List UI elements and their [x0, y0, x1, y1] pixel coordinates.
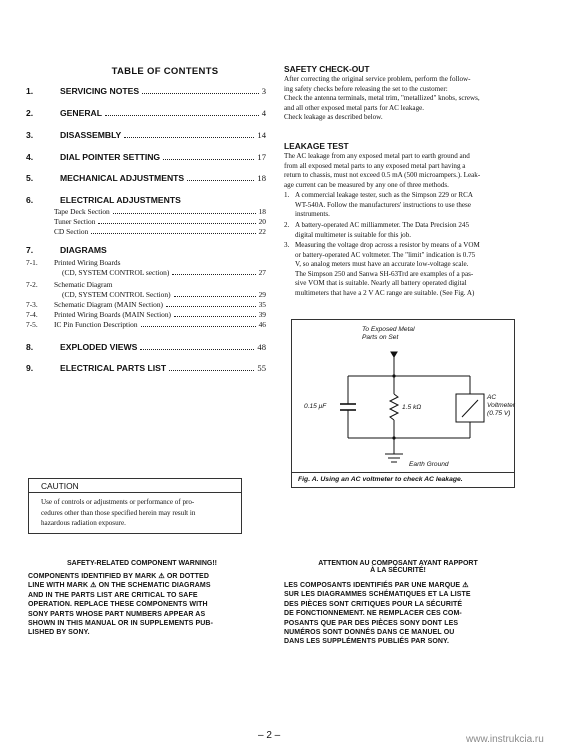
warning-en-title: SAFETY-RELATED COMPONENT WARNING!!: [67, 560, 217, 567]
warning-title-line: ATTENTION AU COMPOSANT AYANT RAPPORT: [318, 560, 478, 567]
toc-num: 2.: [26, 108, 34, 118]
list-marker: 1.: [284, 191, 290, 199]
para-line: After correcting the original service problem, perform the follow-: [284, 75, 471, 83]
caution-box: [28, 478, 242, 534]
warning-title-line: À LA SÉCURITÉ!: [370, 567, 426, 574]
toc-page: 46: [258, 320, 266, 329]
para-line: Check the antenna terminals, metal trim, "metallized" knobs, screws,: [284, 94, 480, 103]
toc-label: ELECTRICAL ADJUSTMENTS: [60, 195, 181, 205]
warning-line: NUMÉROS SONT DONNÉS DANS CE MANUEL OU: [284, 629, 455, 637]
caution-line: hazardous radiation exposure.: [41, 519, 126, 527]
para-line: The AC leakage from any exposed metal part to earth ground and: [284, 152, 470, 160]
warning-line: LISHED BY SONY.: [28, 629, 90, 637]
para-line: The Simpson 250 and Sanwa SH-63Trd are examples of a pas-: [295, 269, 474, 278]
toc-num: 3.: [26, 130, 34, 140]
leader-dots: [141, 326, 256, 327]
toc-label: DIAGRAMS: [60, 245, 107, 255]
fig-label-line: AC: [487, 394, 497, 401]
toc-page: 39: [258, 310, 266, 319]
para-line: A battery-operated AC milliammeter. The Data Precision 245: [295, 221, 470, 229]
para-line: sive VOM that is suitable. Nearly all battery operated digital: [295, 279, 467, 288]
leakage-method-2: [284, 221, 469, 240]
toc-label: CD Section: [54, 227, 89, 236]
leader-dots: [172, 274, 255, 275]
para-line: Check leakage as described below.: [284, 113, 383, 122]
warning-line: SONY PARTS WHOSE PART NUMBERS APPEAR AS: [28, 610, 206, 618]
toc-label: Printed Wiring Boards (MAIN Section): [54, 310, 171, 319]
arrow-icon: [391, 352, 397, 357]
toc-num: 7-2.: [26, 280, 38, 289]
caution-line: cedures other than those specified herein may result in: [41, 508, 196, 517]
figure-a-box: [291, 319, 515, 488]
warning-line: SUR LES DIAGRAMMES SCHÉMATIQUES ET LA LISTE: [284, 591, 471, 599]
toc-label: Schematic Diagram: [54, 280, 113, 289]
toc-page: 4: [261, 108, 266, 118]
warning-line: POSANTS QUE PAR DES PIÈCES SONY DONT LES: [284, 619, 459, 627]
leader-dots: [166, 306, 256, 307]
warning-line: SHOWN IN THIS MANUAL OR IN SUPPLEMENTS PUB-: [28, 620, 214, 628]
leader-dots: [174, 296, 256, 297]
toc-page: 14: [257, 130, 266, 140]
fig-label-line: Voltmeter: [487, 402, 515, 409]
toc-label: SERVICING NOTES: [60, 86, 140, 96]
junction-dot: [392, 374, 395, 377]
caution-text: [41, 497, 195, 529]
toc-num: 9.: [26, 363, 34, 373]
toc-label: Printed Wiring Boards: [54, 258, 121, 267]
leader-dots: [91, 233, 255, 234]
toc-page: 17: [257, 152, 266, 162]
toc-label: GENERAL: [60, 108, 103, 118]
fig-label-line: To Exposed Metal: [362, 326, 415, 333]
capacitor-label: 0.15 μF: [304, 403, 327, 410]
para-line: multimeters that have a 2 V AC range are suitable. (See Fig. A): [295, 288, 475, 297]
circuit-diagram: [292, 320, 514, 472]
caution-line: Use of controls or adjustments or performance of pro-: [41, 498, 195, 506]
toc-page: 22: [258, 227, 266, 236]
safety-checkout-title: SAFETY CHECK-OUT: [284, 64, 370, 74]
leader-dots: [140, 349, 254, 350]
meter-needle: [462, 400, 478, 417]
toc-page: 18: [258, 207, 266, 216]
toc-item-mechanical[interactable]: [26, 173, 266, 183]
resistor-label: 1.5 kΩ: [402, 404, 422, 411]
toc-subitem-7-3[interactable]: [26, 300, 266, 309]
list-marker: 3.: [284, 241, 290, 249]
toc-label: (CD, SYSTEM CONTROL section): [62, 268, 170, 277]
toc-heading-electrical[interactable]: [26, 195, 181, 205]
toc-num: 7-1.: [26, 258, 38, 267]
toc-page: 27: [258, 268, 266, 277]
toc-page: 48: [257, 342, 266, 352]
toc-page: 18: [257, 173, 266, 183]
leader-dots: [142, 93, 259, 94]
warning-fr-title: [284, 560, 512, 574]
toc-num: 1.: [26, 86, 34, 96]
toc-item-disassembly[interactable]: [26, 130, 266, 140]
para-line: WT-540A. Follow the manufacturers' instructions to use these: [295, 200, 471, 209]
leader-dots: [187, 180, 254, 181]
toc-num: 7-4.: [26, 310, 38, 319]
para-line: return to chassis, must not exceed 0.5 mA (500 microampers.). Leak-: [284, 171, 481, 180]
toc-label: Tuner Section: [54, 217, 96, 226]
toc-num: 7.: [26, 245, 34, 255]
para-line: instruments.: [295, 210, 330, 219]
toc-label: (CD, SYSTEM CONTROL Section): [62, 290, 171, 299]
toc-page: 29: [258, 290, 266, 299]
toc-item-general[interactable]: [26, 108, 266, 118]
toc-subitem-cd[interactable]: [26, 227, 266, 236]
leader-dots: [174, 316, 256, 317]
fig-label-line: Parts on Set: [362, 334, 399, 341]
toc-subitem-7-1-line1[interactable]: [26, 258, 266, 267]
toc-label: IC Pin Function Description: [54, 320, 138, 329]
watermark: www.instrukcia.ru: [466, 734, 544, 745]
figure-caption: Fig. A. Using an AC voltmeter to check AC leakage.: [292, 472, 514, 486]
toc-page: 20: [258, 217, 266, 226]
toc-page: 35: [258, 300, 266, 309]
toc-label: ELECTRICAL PARTS LIST: [60, 363, 167, 373]
toc-label: MECHANICAL ADJUSTMENTS: [60, 173, 185, 183]
toc-num: 7-3.: [26, 300, 38, 309]
voltmeter-label: [487, 394, 515, 418]
toc-subitem-7-2-line2[interactable]: [26, 290, 266, 299]
warning-line: DES PIÈCES SONT CRITIQUES POUR LA SÉCURITÉ: [284, 600, 463, 608]
toc-item-exploded-views[interactable]: [26, 342, 266, 352]
leader-dots: [124, 137, 254, 138]
toc-subitem-7-1-line2[interactable]: [26, 268, 266, 277]
toc-num: 8.: [26, 342, 34, 352]
toc-page: 55: [257, 363, 266, 373]
ground-label: Earth Ground: [409, 461, 449, 468]
para-line: A commercial leakage tester, such as the Simpson 229 or RCA: [295, 191, 474, 199]
warning-line: LINE WITH MARK ⚠ ON THE SCHEMATIC DIAGRAMS: [28, 582, 211, 590]
leader-dots: [98, 223, 255, 224]
toc-item-servicing-notes[interactable]: [26, 86, 266, 96]
toc-label: DISASSEMBLY: [60, 130, 122, 140]
toc-item-dial-pointer[interactable]: [26, 152, 266, 162]
toc-page: 3: [261, 86, 266, 96]
warning-line: DE FONCTIONNEMENT. NE REMPLACER CES COM-: [284, 610, 462, 618]
leakage-method-1: [284, 191, 473, 220]
leader-dots: [169, 370, 254, 371]
para-line: V, so analog meters must have an accurate low-voltage scale.: [295, 260, 469, 269]
fig-label-line: (0.75 V): [487, 410, 511, 417]
para-line: digital multimeter is suitable for this job.: [295, 230, 412, 239]
toc-label: Tape Deck Section: [54, 207, 110, 216]
toc-item-parts-list[interactable]: [26, 363, 266, 373]
toc-title: TABLE OF CONTENTS: [111, 66, 219, 77]
toc-subitem-tuner[interactable]: [26, 217, 266, 226]
toc-label: EXPLODED VIEWS: [60, 342, 138, 352]
toc-label: Schematic Diagram (MAIN Section): [54, 300, 163, 309]
toc-subitem-7-2-line1[interactable]: [26, 280, 266, 289]
fig-top-label: [362, 326, 415, 342]
warning-fr-text: [284, 581, 524, 647]
para-line: or battery-operated AC voltmeter. The "limit" indication is 0.75: [295, 250, 476, 259]
leader-dots: [163, 159, 254, 160]
list-marker: 2.: [284, 221, 290, 229]
leakage-test-title: LEAKAGE TEST: [284, 141, 349, 151]
junction-dot: [392, 436, 395, 439]
page-number: – 2 –: [258, 730, 281, 741]
toc-num: 4.: [26, 152, 34, 162]
toc-label: DIAL POINTER SETTING: [60, 152, 161, 162]
leakage-test-text: [284, 152, 524, 190]
toc-subitem-tape-deck[interactable]: [26, 207, 266, 216]
leader-dots: [113, 213, 256, 214]
toc-subitem-7-4[interactable]: [26, 310, 266, 319]
para-line: and all other exposed metal parts for AC leakage.: [284, 103, 425, 112]
resistor-zigzag: [390, 394, 398, 420]
warning-line: AND IN THE PARTS LIST ARE CRITICAL TO SAFE: [28, 591, 198, 599]
para-line: from all exposed metal parts to any exposed metal part having a: [284, 161, 466, 170]
toc-subitem-7-5[interactable]: [26, 320, 266, 329]
safety-checkout-text: [284, 75, 524, 123]
para-line: age current can be measured by any one of three methods.: [284, 180, 449, 189]
caution-title: CAUTION: [29, 479, 241, 493]
toc-num: 6.: [26, 195, 34, 205]
leakage-method-3: [284, 241, 480, 299]
warning-line: OPERATION. REPLACE THESE COMPONENTS WITH: [28, 601, 208, 609]
toc-num: 7-5.: [26, 320, 38, 329]
warning-en-text: [28, 572, 268, 638]
leader-dots: [105, 115, 259, 116]
para-line: ing safety checks before releasing the set to the customer:: [284, 84, 448, 93]
toc-heading-diagrams[interactable]: [26, 245, 107, 255]
warning-line: COMPONENTS IDENTIFIED BY MARK ⚠ OR DOTTED: [28, 573, 209, 580]
warning-line: DANS LES SUPPLÉMENTS PUBLIÉS PAR SONY.: [284, 638, 450, 646]
warning-line: LES COMPOSANTS IDENTIFIÉS PAR UNE MARQUE ⚠: [284, 582, 469, 589]
toc-num: 5.: [26, 173, 34, 183]
para-line: Measuring the voltage drop across a resistor by means of a VOM: [295, 241, 480, 249]
